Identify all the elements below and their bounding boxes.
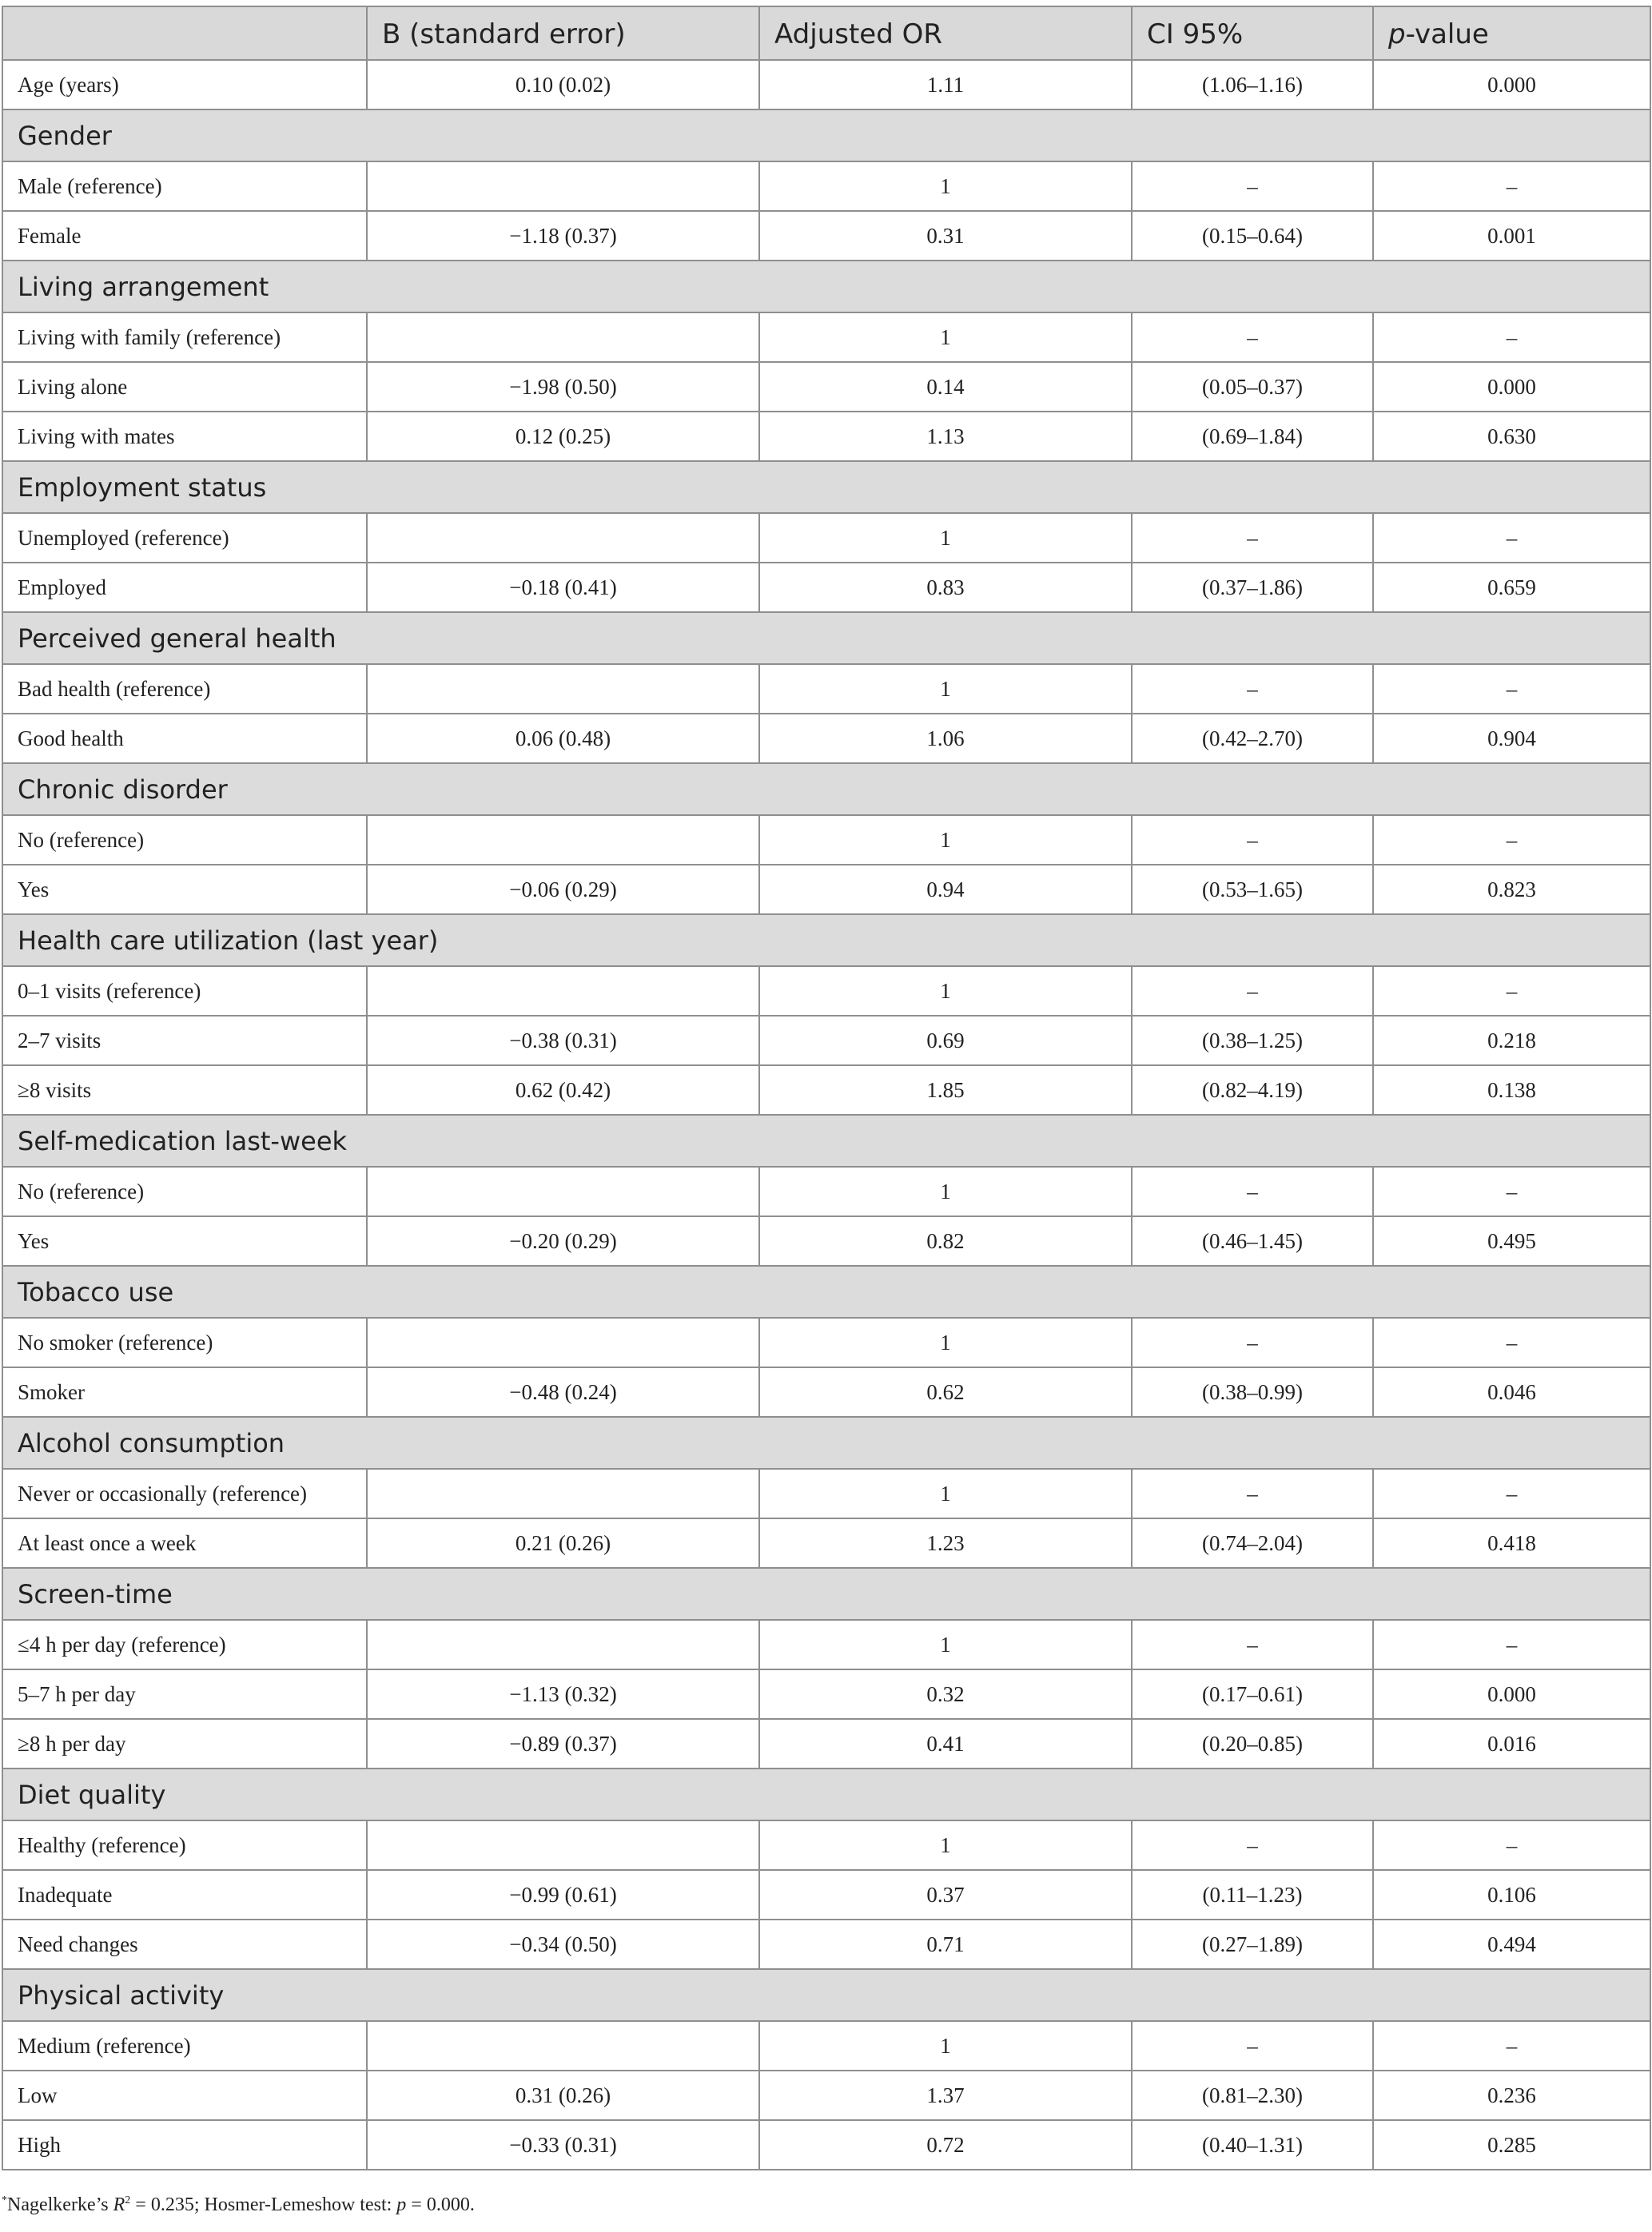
b-se-cell: −1.13 (0.32) [367, 1669, 759, 1719]
adjusted-or-cell: 1 [759, 815, 1132, 865]
p-value-cell: – [1373, 1167, 1650, 1216]
row-label-cell: ≤4 h per day (reference) [2, 1620, 367, 1669]
adjusted-or-cell: 1 [759, 312, 1132, 362]
table-row [2, 2071, 1650, 2120]
adjusted-or-cell: 0.37 [759, 1870, 1132, 1920]
b-se-cell [367, 966, 759, 1016]
b-se-cell: −0.33 (0.31) [367, 2120, 759, 2170]
row-label-cell: Low [2, 2071, 367, 2120]
section-header-row [2, 1969, 1650, 2021]
ci-cell: – [1132, 815, 1373, 865]
row-label-cell: Medium (reference) [2, 2021, 367, 2071]
regression-table-container [2, 6, 1650, 2170]
footnote-part1: Nagelkerke’s [7, 2194, 113, 2215]
row-label-cell: 0–1 visits (reference) [2, 966, 367, 1016]
p-value-cell: – [1373, 312, 1650, 362]
section-label: Gender [2, 109, 1650, 161]
adjusted-or-cell: 0.83 [759, 563, 1132, 612]
adjusted-or-cell: 1.37 [759, 2071, 1132, 2120]
footnote-p: p [396, 2194, 407, 2215]
adjusted-or-cell: 0.71 [759, 1920, 1132, 1969]
table-row [2, 1469, 1650, 1518]
table-row [2, 1367, 1650, 1417]
table-row [2, 1669, 1650, 1719]
adjusted-or-cell: 1.06 [759, 714, 1132, 763]
adjusted-or-cell: 0.69 [759, 1016, 1132, 1065]
table-row [2, 1518, 1650, 1568]
adjusted-or-cell: 0.62 [759, 1367, 1132, 1417]
ci-cell: (0.11–1.23) [1132, 1870, 1373, 1920]
header-b-standard-error: B (standard error) [367, 6, 759, 60]
ci-cell: (0.46–1.45) [1132, 1216, 1373, 1266]
p-value-cell: 0.218 [1373, 1016, 1650, 1065]
b-se-cell: 0.31 (0.26) [367, 2071, 759, 2120]
row-label-cell: Employed [2, 563, 367, 612]
adjusted-or-cell: 1.11 [759, 60, 1132, 109]
section-label: Self-medication last-week [2, 1115, 1650, 1167]
ci-cell: (0.40–1.31) [1132, 2120, 1373, 2170]
b-se-cell: −1.18 (0.37) [367, 211, 759, 261]
footnote-mark: * [2, 2194, 7, 2206]
b-se-cell: 0.10 (0.02) [367, 60, 759, 109]
adjusted-or-cell: 0.31 [759, 211, 1132, 261]
b-se-cell: −0.89 (0.37) [367, 1719, 759, 1768]
row-label-cell: Unemployed (reference) [2, 513, 367, 563]
section-header-row [2, 1568, 1650, 1620]
adjusted-or-cell: 0.41 [759, 1719, 1132, 1768]
table-row [2, 1216, 1650, 1266]
footnote-part3: = 0.000. [406, 2194, 475, 2215]
adjusted-or-cell: 1.23 [759, 1518, 1132, 1568]
p-value-cell: 0.904 [1373, 714, 1650, 763]
ci-cell: – [1132, 1469, 1373, 1518]
table-row [2, 1318, 1650, 1367]
section-header-row [2, 461, 1650, 513]
table-row [2, 865, 1650, 914]
b-se-cell [367, 1318, 759, 1367]
p-value-cell: 0.630 [1373, 412, 1650, 461]
b-se-cell [367, 161, 759, 211]
b-se-cell [367, 815, 759, 865]
section-header-row [2, 1768, 1650, 1820]
adjusted-or-cell: 1 [759, 513, 1132, 563]
row-label-cell: Living with family (reference) [2, 312, 367, 362]
table-footnote [2, 2194, 475, 2216]
b-se-cell: 0.62 (0.42) [367, 1065, 759, 1115]
section-header-row [2, 1115, 1650, 1167]
p-value-cell: 0.000 [1373, 60, 1650, 109]
b-se-cell [367, 1820, 759, 1870]
p-value-cell: 0.138 [1373, 1065, 1650, 1115]
row-label-cell: High [2, 2120, 367, 2170]
row-label-cell: Female [2, 211, 367, 261]
row-label-cell: ≥8 h per day [2, 1719, 367, 1768]
section-label: Health care utilization (last year) [2, 914, 1650, 966]
section-label: Alcohol consumption [2, 1417, 1650, 1469]
row-label-cell: Need changes [2, 1920, 367, 1969]
ci-cell: (0.53–1.65) [1132, 865, 1373, 914]
adjusted-or-cell: 1 [759, 2021, 1132, 2071]
b-se-cell [367, 2021, 759, 2071]
ci-cell: (0.82–4.19) [1132, 1065, 1373, 1115]
ci-cell: – [1132, 1318, 1373, 1367]
ci-cell: (0.17–0.61) [1132, 1669, 1373, 1719]
footnote-part2: = 0.235; Hosmer-Lemeshow test: [130, 2194, 397, 2215]
p-value-cell: – [1373, 1469, 1650, 1518]
table-row [2, 714, 1650, 763]
table-row [2, 664, 1650, 714]
p-value-cell: 0.236 [1373, 2071, 1650, 2120]
section-header-row [2, 109, 1650, 161]
row-label-cell: Inadequate [2, 1870, 367, 1920]
p-value-cell: 0.495 [1373, 1216, 1650, 1266]
header-ci-95: CI 95% [1132, 6, 1373, 60]
b-se-cell: −0.20 (0.29) [367, 1216, 759, 1266]
ci-cell: (0.20–0.85) [1132, 1719, 1373, 1768]
section-header-row [2, 1266, 1650, 1318]
b-se-cell: −0.06 (0.29) [367, 865, 759, 914]
header-p-value [1373, 6, 1650, 60]
b-se-cell: 0.06 (0.48) [367, 714, 759, 763]
table-row [2, 161, 1650, 211]
row-label-cell: Healthy (reference) [2, 1820, 367, 1870]
adjusted-or-cell: 1 [759, 664, 1132, 714]
ci-cell: (0.42–2.70) [1132, 714, 1373, 763]
ci-cell: – [1132, 966, 1373, 1016]
b-se-cell [367, 1620, 759, 1669]
p-value-cell: – [1373, 513, 1650, 563]
ci-cell: (0.15–0.64) [1132, 211, 1373, 261]
ci-cell: (0.05–0.37) [1132, 362, 1373, 412]
table-row [2, 312, 1650, 362]
table-row [2, 2120, 1650, 2170]
ci-cell: (0.27–1.89) [1132, 1920, 1373, 1969]
p-value-cell: – [1373, 1820, 1650, 1870]
p-value-cell: 0.494 [1373, 1920, 1650, 1969]
row-label-cell: Bad health (reference) [2, 664, 367, 714]
b-se-cell: −0.38 (0.31) [367, 1016, 759, 1065]
table-row [2, 412, 1650, 461]
section-label: Physical activity [2, 1969, 1650, 2021]
p-value-cell: 0.001 [1373, 211, 1650, 261]
adjusted-or-cell: 1 [759, 1820, 1132, 1870]
section-label: Tobacco use [2, 1266, 1650, 1318]
table-row [2, 563, 1650, 612]
table-row [2, 1820, 1650, 1870]
table-row [2, 1719, 1650, 1768]
header-row [2, 6, 1650, 60]
b-se-cell: −1.98 (0.50) [367, 362, 759, 412]
row-label-cell: Living with mates [2, 412, 367, 461]
table-row [2, 1167, 1650, 1216]
row-label-cell: Never or occasionally (reference) [2, 1469, 367, 1518]
ci-cell: (0.81–2.30) [1132, 2071, 1373, 2120]
adjusted-or-cell: 1 [759, 161, 1132, 211]
row-label-cell: No smoker (reference) [2, 1318, 367, 1367]
section-header-row [2, 763, 1650, 815]
table-row [2, 362, 1650, 412]
table-row [2, 815, 1650, 865]
table-row [2, 1920, 1650, 1969]
p-value-cell: – [1373, 161, 1650, 211]
row-label-cell: ≥8 visits [2, 1065, 367, 1115]
adjusted-or-cell: 0.94 [759, 865, 1132, 914]
section-label: Diet quality [2, 1768, 1650, 1820]
adjusted-or-cell: 1 [759, 1620, 1132, 1669]
row-label-cell: 2–7 visits [2, 1016, 367, 1065]
section-header-row [2, 1417, 1650, 1469]
row-label-cell: Living alone [2, 362, 367, 412]
adjusted-or-cell: 1.13 [759, 412, 1132, 461]
ci-cell: (0.38–0.99) [1132, 1367, 1373, 1417]
table-body [2, 60, 1650, 2170]
table-row [2, 966, 1650, 1016]
section-label: Screen-time [2, 1568, 1650, 1620]
adjusted-or-cell: 1 [759, 1318, 1132, 1367]
adjusted-or-cell: 1 [759, 1167, 1132, 1216]
p-value-cell: 0.000 [1373, 1669, 1650, 1719]
header-p-rest: -value [1405, 18, 1489, 50]
p-value-cell: 0.046 [1373, 1367, 1650, 1417]
row-label-cell: Good health [2, 714, 367, 763]
row-label-cell: Yes [2, 1216, 367, 1266]
p-value-cell: 0.285 [1373, 2120, 1650, 2170]
section-label: Employment status [2, 461, 1650, 513]
ci-cell: – [1132, 312, 1373, 362]
ci-cell: – [1132, 1620, 1373, 1669]
b-se-cell [367, 664, 759, 714]
b-se-cell: −0.34 (0.50) [367, 1920, 759, 1969]
adjusted-or-cell: 0.72 [759, 2120, 1132, 2170]
p-value-cell: – [1373, 815, 1650, 865]
table-row [2, 211, 1650, 261]
section-header-row [2, 261, 1650, 312]
adjusted-or-cell: 1 [759, 1469, 1132, 1518]
table-row [2, 1065, 1650, 1115]
ci-cell: – [1132, 161, 1373, 211]
b-se-cell: 0.21 (0.26) [367, 1518, 759, 1568]
ci-cell: (0.38–1.25) [1132, 1016, 1373, 1065]
p-value-cell: 0.418 [1373, 1518, 1650, 1568]
row-label-cell: Smoker [2, 1367, 367, 1417]
row-label-cell: No (reference) [2, 815, 367, 865]
b-se-cell: −0.99 (0.61) [367, 1870, 759, 1920]
ci-cell: – [1132, 1167, 1373, 1216]
p-value-cell: – [1373, 2021, 1650, 2071]
b-se-cell: 0.12 (0.25) [367, 412, 759, 461]
footnote-r-sup: 2 [125, 2194, 131, 2206]
row-label-cell: Age (years) [2, 60, 367, 109]
ci-cell: (0.37–1.86) [1132, 563, 1373, 612]
section-label: Chronic disorder [2, 763, 1650, 815]
ci-cell: (1.06–1.16) [1132, 60, 1373, 109]
adjusted-or-cell: 1.85 [759, 1065, 1132, 1115]
adjusted-or-cell: 0.82 [759, 1216, 1132, 1266]
table-row [2, 1870, 1650, 1920]
row-label-cell: 5–7 h per day [2, 1669, 367, 1719]
row-label-cell: Male (reference) [2, 161, 367, 211]
table-row [2, 1620, 1650, 1669]
adjusted-or-cell: 0.32 [759, 1669, 1132, 1719]
header-adjusted-or: Adjusted OR [759, 6, 1132, 60]
row-label-cell: At least once a week [2, 1518, 367, 1568]
table-row [2, 60, 1650, 109]
p-value-cell: – [1373, 664, 1650, 714]
p-value-cell: 0.016 [1373, 1719, 1650, 1768]
ci-cell: – [1132, 513, 1373, 563]
p-value-cell: 0.659 [1373, 563, 1650, 612]
table-row [2, 1016, 1650, 1065]
ci-cell: – [1132, 2021, 1373, 2071]
header-variable [2, 6, 367, 60]
header-p-italic: p [1388, 18, 1406, 50]
regression-table [2, 6, 1651, 2170]
b-se-cell: −0.18 (0.41) [367, 563, 759, 612]
p-value-cell: – [1373, 1620, 1650, 1669]
b-se-cell [367, 312, 759, 362]
b-se-cell [367, 513, 759, 563]
table-row [2, 513, 1650, 563]
b-se-cell [367, 1167, 759, 1216]
footnote-r: R [113, 2194, 125, 2215]
ci-cell: – [1132, 1820, 1373, 1870]
section-header-row [2, 914, 1650, 966]
section-label: Perceived general health [2, 612, 1650, 664]
p-value-cell: 0.106 [1373, 1870, 1650, 1920]
adjusted-or-cell: 0.14 [759, 362, 1132, 412]
section-label: Living arrangement [2, 261, 1650, 312]
p-value-cell: 0.000 [1373, 362, 1650, 412]
p-value-cell: – [1373, 1318, 1650, 1367]
b-se-cell: −0.48 (0.24) [367, 1367, 759, 1417]
ci-cell: (0.74–2.04) [1132, 1518, 1373, 1568]
p-value-cell: 0.823 [1373, 865, 1650, 914]
adjusted-or-cell: 1 [759, 966, 1132, 1016]
p-value-cell: – [1373, 966, 1650, 1016]
section-header-row [2, 612, 1650, 664]
row-label-cell: No (reference) [2, 1167, 367, 1216]
table-row [2, 2021, 1650, 2071]
ci-cell: (0.69–1.84) [1132, 412, 1373, 461]
b-se-cell [367, 1469, 759, 1518]
ci-cell: – [1132, 664, 1373, 714]
row-label-cell: Yes [2, 865, 367, 914]
